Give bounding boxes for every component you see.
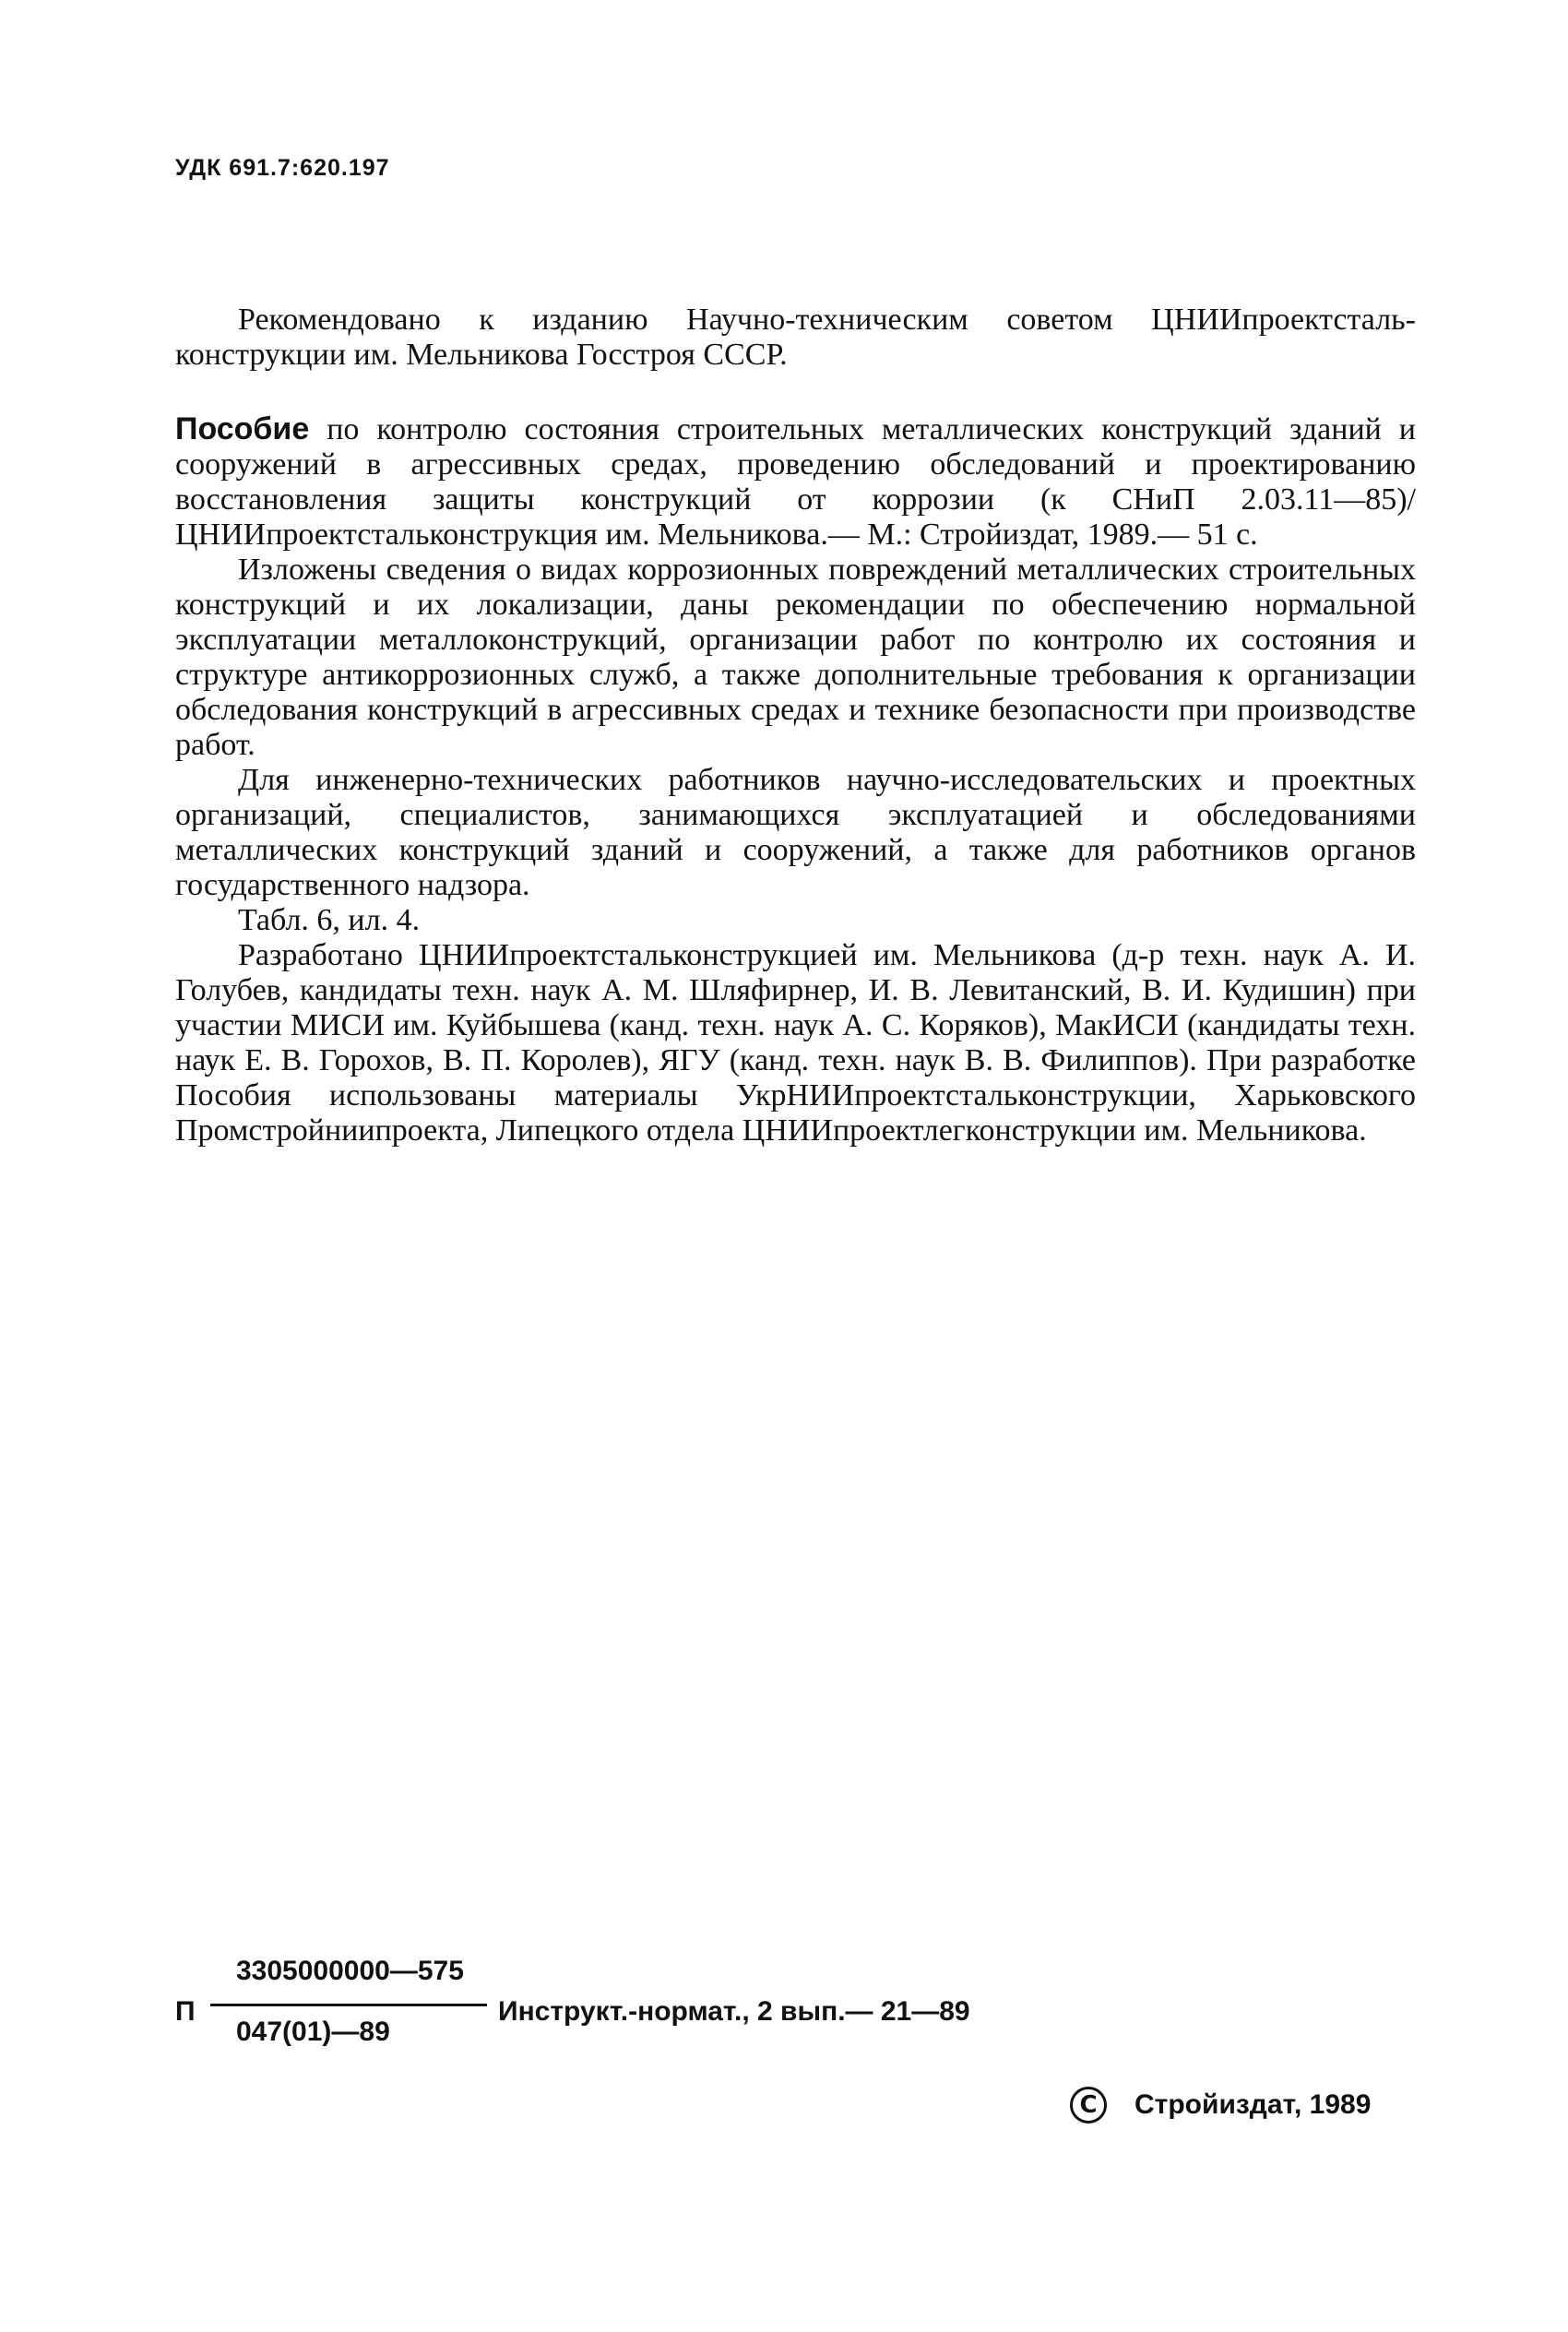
abstract-paragraph-audience: Для инженерно-технических работников научно-исследовательских и проектных организаций, специалистов, занимающихся эксплуатацией и обследованиями металлических конструкций зданий и сооружений, а также для работников органов государственного надзора. xyxy=(175,763,1416,902)
index-letter: П xyxy=(175,1996,196,2027)
abstract-paragraph-contents: Изложены сведения о видах коррозионных повреждений металлических строительных конструкций и их локализации, даны рекомендации по обеспечению нормальной эксплуатации металлоконструкций, организации работ по контролю их состояния и структуре антикоррозионных служб, а также дополнительные требования к организации обследования конструкций в агрессивных средах и технике безопасности при производстве работ. xyxy=(175,553,1416,762)
abstract-paragraph-tables-figures: Табл. 6, ил. 4. xyxy=(238,903,421,937)
citation-title-word: Пособие xyxy=(175,411,310,446)
index-tail: Инструкт.-нормат., 2 вып.— 21—89 xyxy=(498,1996,970,2027)
fraction-bar xyxy=(210,2004,487,2006)
copyright-icon: C xyxy=(1070,2087,1107,2124)
recommendation-text: Рекомендовано к изданию Научно-техническим советом ЦНИИпроектсталь-конструкции им. Мельникова Госстроя СССР. xyxy=(175,303,1416,372)
abstract-block xyxy=(175,411,1416,1148)
udk-code: УДК 691.7:620.197 xyxy=(175,155,390,181)
copyright-line xyxy=(1070,2087,1371,2124)
citation-text: по контролю состояния строительных металлических конструкций зданий и сооружений в агрессивных средах, проведению обследований и проектированию восстановления защиты конструкций от коррозии (к СНиП 2.03.11—85)/ЦНИИпроектстальконструкция им. Мельникова.— М.: Стройиздат, 1989.— 51 с. xyxy=(175,412,1416,552)
bibliographic-citation xyxy=(175,411,1416,553)
recommendation-block xyxy=(175,303,1416,373)
index-denominator: 047(01)—89 xyxy=(236,2017,390,2047)
abstract-paragraph-authors: Разработано ЦНИИпроектстальконструкцией им. Мельникова (д-р техн. наук А. И. Голубев, кандидаты техн. наук А. М. Шляфирнер, И. В. Левитанский, В. И. Кудишин) при участии МИСИ им. Куйбышева (канд. техн. наук А. С. Коряков), МакИСИ (кандидаты техн. наук Е. В. Горохов, В. П. Королев), ЯГУ (канд. техн. наук В. В. Филиппов). При разработке Пособия использованы материалы УкрНИИпроектстальконструкции, Харьковского Промстройниипроекта, Липецкого отдела ЦНИИпроектлегконструкции им. Мельникова. xyxy=(175,938,1416,1148)
index-numerator: 3305000000—575 xyxy=(236,1956,464,1986)
copyright-text: Стройиздат, 1989 xyxy=(1134,2089,1372,2120)
